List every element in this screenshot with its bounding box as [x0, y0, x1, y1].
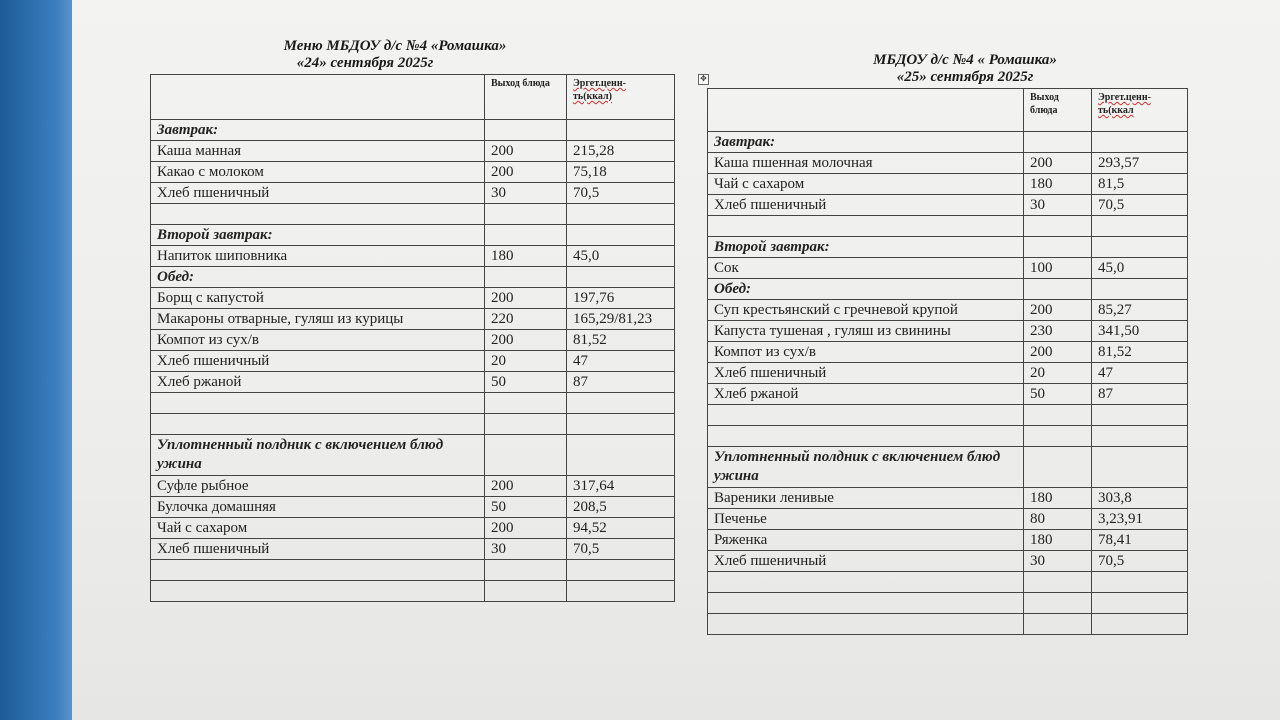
table-row	[708, 384, 1188, 405]
table-row	[708, 509, 1188, 530]
dish-name: Хлеб пшеничный	[151, 183, 485, 204]
section-row	[708, 447, 1188, 488]
dish-energy: 208,5	[567, 497, 675, 518]
table-row	[151, 246, 675, 267]
dish-energy: 85,27	[1092, 300, 1188, 321]
section-row	[708, 132, 1188, 153]
header-energy-a: Эргет.ценн-	[573, 78, 626, 89]
table-header-row	[151, 75, 675, 120]
dish-output: 30	[1024, 195, 1092, 216]
table-row	[708, 551, 1188, 572]
dish-name: Макароны отварные, гуляш из курицы	[151, 309, 485, 330]
dish-output: 200	[485, 162, 567, 183]
empty-row	[151, 581, 675, 602]
section-breakfast: Завтрак:	[708, 132, 1024, 153]
dish-output: 230	[1024, 321, 1092, 342]
empty-row	[708, 614, 1188, 635]
section-snack: Уплотненный полдник с включением блюд ужина	[151, 435, 485, 476]
header-output: Выход блюда	[1024, 89, 1092, 132]
dish-output: 180	[1024, 530, 1092, 551]
dish-name: Сок	[708, 258, 1024, 279]
table-row	[151, 372, 675, 393]
empty-row	[708, 593, 1188, 614]
empty-row	[708, 572, 1188, 593]
dish-name: Какао с молоком	[151, 162, 485, 183]
header-energy	[567, 75, 675, 120]
empty-row	[708, 426, 1188, 447]
dish-output: 180	[1024, 488, 1092, 509]
dish-output: 50	[1024, 384, 1092, 405]
dish-output: 220	[485, 309, 567, 330]
table-row	[708, 258, 1188, 279]
table-row	[151, 476, 675, 497]
dish-name: Каша манная	[151, 141, 485, 162]
table-row	[151, 183, 675, 204]
table-row	[151, 288, 675, 309]
dish-energy: 317,64	[567, 476, 675, 497]
dish-output: 180	[485, 246, 567, 267]
section-breakfast: Завтрак:	[151, 120, 485, 141]
dish-name: Печенье	[708, 509, 1024, 530]
dish-output: 200	[485, 288, 567, 309]
table-row	[708, 488, 1188, 509]
table-row	[708, 363, 1188, 384]
dish-energy: 197,76	[567, 288, 675, 309]
table-row	[708, 300, 1188, 321]
dish-name: Хлеб ржаной	[151, 372, 485, 393]
dish-output: 50	[485, 497, 567, 518]
dish-energy: 45,0	[1092, 258, 1188, 279]
dish-energy: 81,52	[567, 330, 675, 351]
dish-name: Ряженка	[708, 530, 1024, 551]
dish-name: Булочка домашняя	[151, 497, 485, 518]
dish-output: 50	[485, 372, 567, 393]
section-row	[151, 225, 675, 246]
header-output: Выход блюда	[485, 75, 567, 120]
empty-row	[151, 560, 675, 581]
table-row	[708, 195, 1188, 216]
dish-output: 180	[1024, 174, 1092, 195]
dish-energy: 70,5	[567, 539, 675, 560]
table-row	[708, 174, 1188, 195]
dish-name: Хлеб пшеничный	[151, 351, 485, 372]
section-second-breakfast: Второй завтрак:	[708, 237, 1024, 258]
dish-output: 20	[1024, 363, 1092, 384]
section-row	[151, 120, 675, 141]
header-energy	[1092, 89, 1188, 132]
header-dish-cell	[151, 75, 485, 120]
dish-energy: 45,0	[567, 246, 675, 267]
table-row	[151, 351, 675, 372]
table-row	[708, 321, 1188, 342]
section-second-breakfast: Второй завтрак:	[151, 225, 485, 246]
dish-name: Чай с сахаром	[708, 174, 1024, 195]
dish-output: 200	[1024, 153, 1092, 174]
dish-energy: 47	[1092, 363, 1188, 384]
table-row	[151, 141, 675, 162]
dish-energy: 87	[1092, 384, 1188, 405]
dish-name: Вареники ленивые	[708, 488, 1024, 509]
empty-row	[708, 405, 1188, 426]
right-menu-title	[820, 52, 1110, 86]
header-energy-b: ть(ккал)	[573, 91, 612, 102]
section-row	[708, 237, 1188, 258]
dish-name: Суп крестьянский с гречневой крупой	[708, 300, 1024, 321]
dish-energy: 78,41	[1092, 530, 1188, 551]
empty-row	[151, 393, 675, 414]
dish-energy: 3,23,91	[1092, 509, 1188, 530]
dish-output: 100	[1024, 258, 1092, 279]
dish-name: Напиток шиповника	[151, 246, 485, 267]
section-row	[708, 279, 1188, 300]
dish-energy: 70,5	[1092, 195, 1188, 216]
dish-energy: 47	[567, 351, 675, 372]
table-row	[708, 342, 1188, 363]
empty-row	[151, 414, 675, 435]
dish-output: 30	[485, 183, 567, 204]
dish-energy: 87	[567, 372, 675, 393]
dish-output: 80	[1024, 509, 1092, 530]
dish-name: Каша пшенная молочная	[708, 153, 1024, 174]
dish-energy: 70,5	[567, 183, 675, 204]
table-row	[151, 309, 675, 330]
section-snack: Уплотненный полдник с включением блюд ужина	[708, 447, 1024, 488]
dish-energy: 303,8	[1092, 488, 1188, 509]
right-menu-title-line2: «25» сентября 2025г	[896, 69, 1034, 85]
section-row	[151, 435, 675, 476]
section-lunch: Обед:	[708, 279, 1024, 300]
desktop-background	[0, 0, 80, 720]
dish-output: 200	[485, 141, 567, 162]
dish-output: 200	[485, 330, 567, 351]
dish-energy: 70,5	[1092, 551, 1188, 572]
dish-output: 200	[485, 476, 567, 497]
left-menu-title	[240, 38, 550, 72]
table-row	[151, 539, 675, 560]
left-menu-table	[150, 74, 675, 602]
dish-energy: 81,52	[1092, 342, 1188, 363]
dish-name: Борщ с капустой	[151, 288, 485, 309]
dish-energy: 75,18	[567, 162, 675, 183]
table-row	[708, 530, 1188, 551]
dish-name: Хлеб пшеничный	[151, 539, 485, 560]
table-row	[151, 330, 675, 351]
dish-energy: 341,50	[1092, 321, 1188, 342]
right-menu-title-line1: МБДОУ д/с №4 « Ромашка»	[873, 52, 1057, 68]
dish-name: Хлеб пшеничный	[708, 363, 1024, 384]
dish-name: Чай с сахаром	[151, 518, 485, 539]
left-menu-title-line1: Меню МБДОУ д/с №4 «Ромашка»	[283, 38, 507, 54]
table-row	[151, 518, 675, 539]
dish-energy: 94,52	[567, 518, 675, 539]
dish-name: Компот из сух/в	[151, 330, 485, 351]
dish-energy: 165,29/81,23	[567, 309, 675, 330]
dish-output: 30	[1024, 551, 1092, 572]
dish-energy: 81,5	[1092, 174, 1188, 195]
dish-output: 200	[1024, 300, 1092, 321]
right-menu-table	[707, 88, 1188, 635]
dish-name: Хлеб ржаной	[708, 384, 1024, 405]
dish-name: Компот из сух/в	[708, 342, 1024, 363]
left-menu-title-line2: «24» сентября 2025г	[296, 55, 434, 71]
dish-output: 20	[485, 351, 567, 372]
header-energy-b: ть(ккал	[1098, 105, 1134, 116]
section-row	[151, 267, 675, 288]
dish-output: 200	[485, 518, 567, 539]
dish-name: Суфле рыбное	[151, 476, 485, 497]
dish-name: Капуста тушеная , гуляш из свинины	[708, 321, 1024, 342]
table-row	[708, 153, 1188, 174]
empty-row	[708, 216, 1188, 237]
dish-output: 200	[1024, 342, 1092, 363]
empty-row	[151, 204, 675, 225]
table-row	[151, 497, 675, 518]
dish-energy: 215,28	[567, 141, 675, 162]
table-header-row	[708, 89, 1188, 132]
dish-energy: 293,57	[1092, 153, 1188, 174]
section-lunch: Обед:	[151, 267, 485, 288]
dish-name: Хлеб пшеничный	[708, 551, 1024, 572]
table-move-handle-icon[interactable]: ✥	[698, 74, 709, 85]
dish-name: Хлеб пшеничный	[708, 195, 1024, 216]
header-dish-cell	[708, 89, 1024, 132]
dish-output: 30	[485, 539, 567, 560]
table-row	[151, 162, 675, 183]
header-energy-a: Эргет.ценн-	[1098, 92, 1151, 103]
